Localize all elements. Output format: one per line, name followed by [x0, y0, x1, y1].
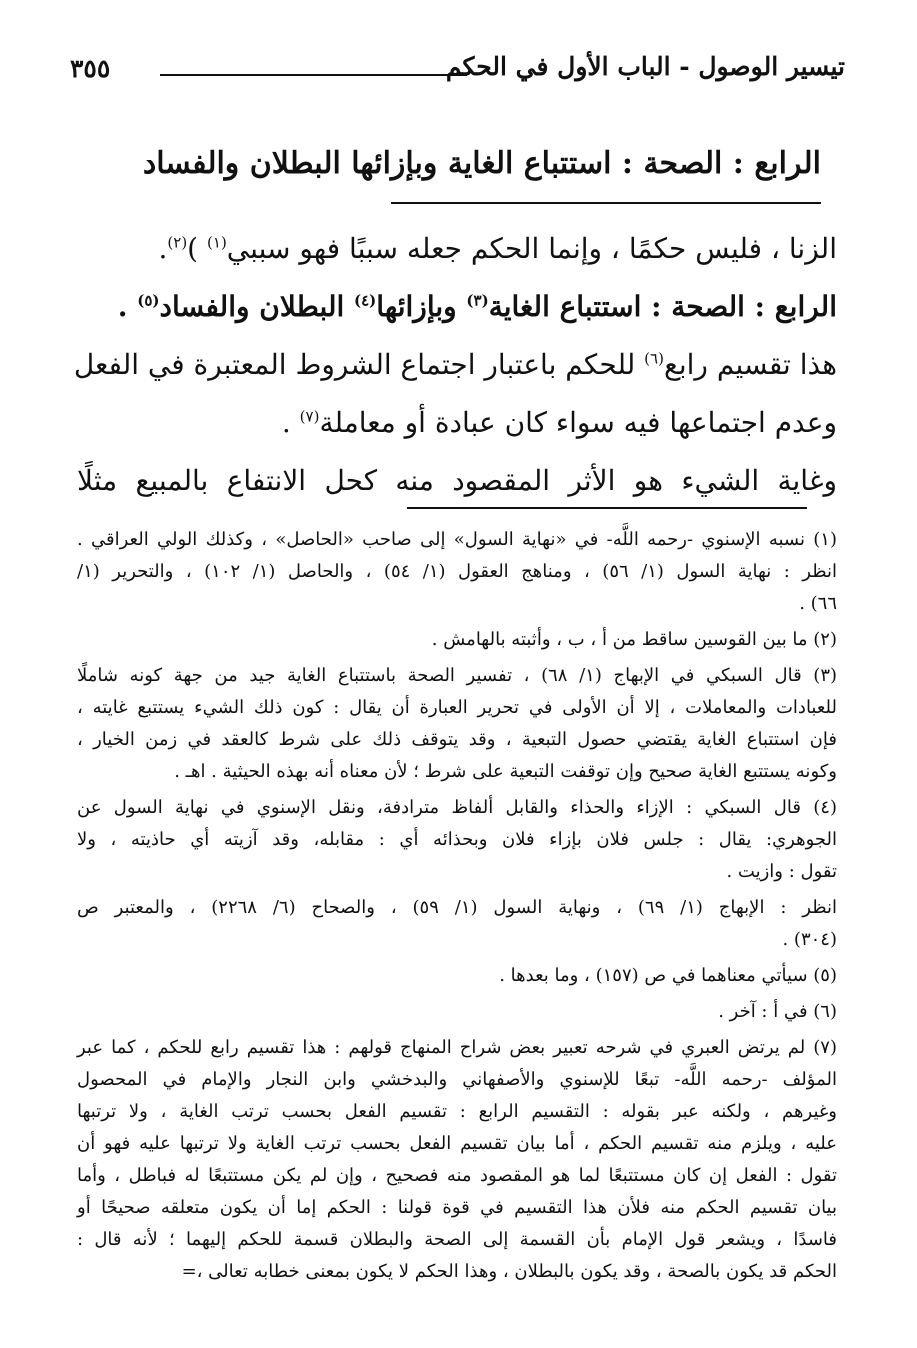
footnote	[77, 996, 837, 1028]
footnote-line: فإن استتباع الغاية يقتضي حصول التبعية ، وقد يتوقف ذلك على شرط كالعقد في زمن الخيار ،	[77, 729, 837, 750]
footnote-line: وغيرهم ، ولكنه عبر بقوله : التقسيم الرابع : تقسيم الفعل بحسب ترتب الغاية ، ولا ترتبها	[77, 1101, 837, 1122]
footnote-ref-5[interactable]: (٥)	[137, 291, 160, 310]
main-line-1: الزنا ، فليس حكمًا ، وإنما الحكم جعله سببًا فهو سببي$^{(١)}$ )$^{(٢)}$.	[158, 232, 837, 265]
main-line-4: وعدم اجتماعها فيه سواء كان عبادة أو معاملة$^{(٧)}$ .	[281, 406, 837, 439]
footnote-line: انظر : الإبهاج (١/ ٦٩) ، ونهاية السول (١/ ٥٩) ، والصحاح (٦/ ٢٢٦٨) ، والمعتبر ص	[77, 897, 837, 918]
footnote	[77, 960, 837, 992]
footnote-line: تقول : الفعل إن كان مستتبعًا لما هو المقصود منه فصحيح ، وإن لم يكن مستتبعًا له فباطل ، وأما	[77, 1165, 837, 1186]
page-number: ٣٥٥	[70, 54, 111, 83]
section-title-rule	[391, 202, 821, 204]
running-title: تيسير الوصول - الباب الأول في الحكم	[445, 52, 845, 81]
footnote-line: (٥) سيأتي معناهما في ص (١٥٧) ، وما بعدها .	[499, 965, 837, 986]
footnotes	[77, 524, 837, 1292]
footnote-line: ٦٦) .	[799, 593, 837, 614]
footnote-line: (٤) قال السبكي : الإزاء والحذاء والقابل ألفاظ مترادفة، ونقل الإسنوي في نهاية السول عن	[77, 797, 837, 818]
footnote-line: (٢) ما بين القوسين ساقط من أ ، ب ، وأثبته بالهامش .	[431, 629, 837, 650]
footnote-line: عليه ، ويلزم منه تقسيم الحكم ، أما بيان تقسيم الفعل بحسب ترتب الغاية ولا ترتبها عليه فهو أن	[77, 1133, 837, 1154]
footnote-line: (١) نسبه الإسنوي -رحمه اللَّه- في «نهاية السول» إلى صاحب «الحاصل» ، وكذلك الولي العراقي .	[77, 529, 837, 550]
footnote-line: وكونه يستتبع الغاية صحيح وإن توقفت التبعية على شرط ؛ لأن معناه أنه بهذه الحيثية . اهـ .	[174, 761, 837, 782]
footnote-line: بيان تقسيم الحكم منه فلأن هذا التقسيم في قوة قولنا : الحكم إما أن يكون متعلقه صحيحًا أو	[77, 1197, 837, 1218]
header-rule	[160, 74, 467, 76]
footnote-line: المؤلف -رحمه اللَّه- تبعًا للإسنوي والأصفهاني والبدخشي وابن النجار والإمام في المحصول	[77, 1069, 837, 1090]
footnote-ref-3[interactable]: (٣)	[466, 291, 489, 310]
footnote-line: (٣٠٤) .	[782, 929, 837, 950]
footnote-line: انظر : نهاية السول (١/ ٥٦) ، ومناهج العقول (١/ ٥٤) ، والحاصل (١/ ١٠٢) ، والتحرير (١/	[77, 561, 838, 582]
footnote-ref-2[interactable]: (٢)	[167, 233, 188, 252]
footnote-ref-6[interactable]: (٦)	[644, 349, 664, 368]
footnote	[77, 660, 837, 788]
footnote-ref-1[interactable]: (١)	[207, 233, 227, 252]
footnote-line: تقول : وازيت .	[726, 861, 837, 882]
footnote-line: (٦) في أ : آخر .	[718, 1001, 837, 1022]
footnote-ref-7[interactable]: (٧)	[299, 407, 320, 426]
footnote	[77, 524, 837, 620]
footnote-line: (٧) لم يرتض العبري في شرحه تعبير بعض شراح المنهاج قولهم : هذا تقسيم رابع للحكم ، كما عبر	[77, 1037, 837, 1058]
section-title: الرابع : الصحة : استتباع الغاية وبإزائها البطلان والفساد	[142, 146, 821, 181]
footnote-line: (٣) قال السبكي في الإبهاج (١/ ٦٨) ، تفسير الصحة باستتباع الغاية جيد من جهة كونه شاملًا	[77, 665, 838, 686]
footnote-line: للعبادات والمعاملات ، إلا أن الأولى في تحرير العبارة أن يقال : كون ذلك الشيء يستتبع غايته ،	[77, 697, 837, 718]
main-line-2: الرابع : الصحة : استتباع الغاية$^{(٣)}$ وبإزائها$^{(٤)}$ البطلان والفساد$^{(٥)}$ .	[117, 290, 837, 323]
footnote	[77, 892, 837, 956]
footnote-line: الحكم قد يكون بالصحة ، وقد يكون بالبطلان ، وهذا الحكم لا يكون بمعنى خطابه تعالى ،=	[181, 1261, 837, 1282]
footnote	[77, 1032, 837, 1288]
footnote	[77, 792, 837, 888]
running-header	[70, 52, 845, 92]
main-line-3: هذا تقسيم رابع$^{(٦)}$ للحكم باعتبار اجتماع الشروط المعتبرة في الفعل	[73, 348, 837, 381]
main-text	[73, 220, 837, 510]
main-line-5: وغاية الشيء هو الأثر المقصود منه كحل الانتفاع بالمبيع مثلًا	[77, 464, 837, 497]
footnote-line: الجوهري: يقال : جلس فلان بإزاء فلان وبحذائه أي : مقابله، وقد آزيته أي حاذيته ، ولا	[77, 829, 837, 850]
footnote-separator	[407, 507, 807, 509]
footnote-line: فاسدًا ، ويشعر قول الإمام بأن القسمة إلى الصحة والبطلان قسمة للحكم إليهما ؛ لأنه قال :	[77, 1229, 837, 1250]
section-heading	[142, 140, 821, 204]
footnote	[77, 624, 837, 656]
footnote-ref-4[interactable]: (٤)	[354, 291, 377, 310]
